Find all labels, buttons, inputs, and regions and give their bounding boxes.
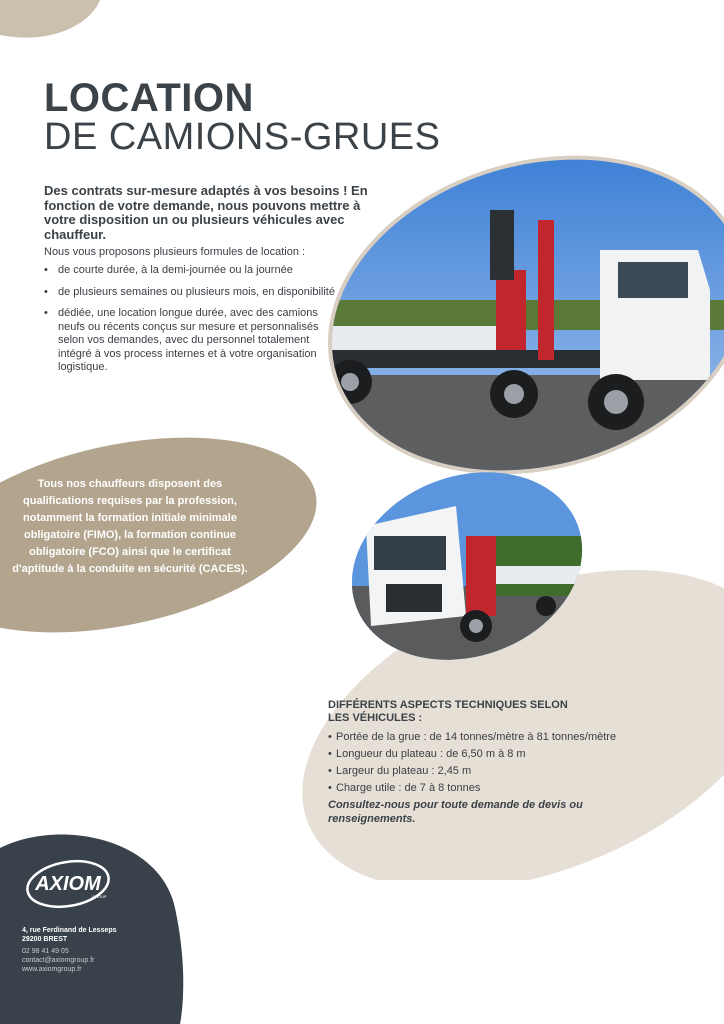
qualifications-text: Tous nos chauffeurs disposent des qualifications requises par la profession, notamment la formation initiale minimale obligatoire (FIMO), la formation continue obligatoire (FCO) ainsi que le certificat d'aptitude à la conduite en sécurité (CACES).	[12, 478, 248, 575]
axiom-logo	[24, 856, 112, 912]
logo-subtext: GROUP	[92, 894, 107, 899]
top-left-corner-shape	[0, 0, 110, 42]
company-address	[22, 926, 117, 974]
website-link[interactable]: www.axiomgroup.fr	[22, 966, 82, 973]
formulas-lead: Nous vous proposons plusieurs formules de location :	[44, 246, 306, 258]
logo-text: AXIOM	[35, 873, 101, 895]
technical-heading: DIFFÉRENTS ASPECTS TECHNIQUES SELON LES VÉHICULES :	[328, 699, 568, 724]
technical-list	[328, 729, 658, 797]
page-subtitle: DE CAMIONS-GRUES	[44, 116, 441, 158]
phone: 02 98 41 49 05	[22, 948, 69, 955]
list-item: • dédiée, une location longue durée, avec des camions neufs ou récents conçus sur mesure et personnalisés selon vos demandes, avec du personnel totalement intégré à vos process internes et à votre organisation logistique.	[44, 307, 344, 375]
email-link[interactable]: contact@axiomgroup.fr	[22, 957, 95, 964]
address-line2: 29200 BREST	[22, 936, 68, 943]
page-title: LOCATION	[44, 76, 254, 120]
technical-note: Consultez-nous pour toute demande de devis ou renseignements.	[328, 799, 583, 825]
formulas-list	[44, 264, 344, 383]
truck-crane-front-photo	[346, 466, 588, 666]
list-item: • Portée de la grue : de 14 tonnes/mètre à 81 tonnes/mètre	[328, 729, 658, 746]
list-item: • de plusieurs semaines ou plusieurs mois, en disponibilité	[44, 286, 344, 300]
list-item: • de courte durée, à la demi-journée ou la journée	[44, 264, 344, 278]
list-item: • Charge utile : de 7 à 8 tonnes	[328, 780, 658, 797]
list-item: • Longueur du plateau : de 6,50 m à 8 m	[328, 746, 658, 763]
address-line1: 4, rue Ferdinand de Lesseps	[22, 927, 117, 934]
intro-text: Des contrats sur-mesure adaptés à vos besoins ! En fonction de votre demande, nous pouvons mettre à votre disposition un ou plusieurs véhicules avec chauffeur.	[44, 183, 368, 242]
list-item: • Largeur du plateau : 2,45 m	[328, 763, 658, 780]
